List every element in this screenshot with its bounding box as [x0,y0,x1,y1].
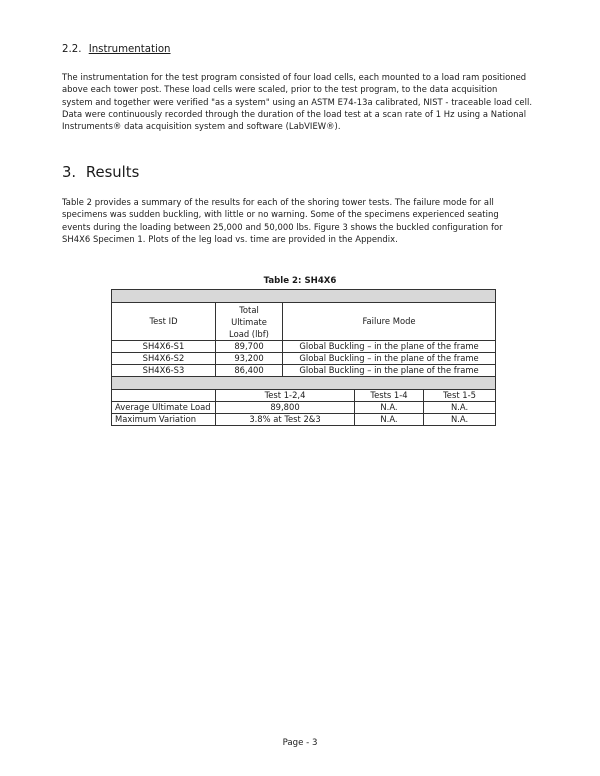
summary-header: Test 1-5 [424,390,496,402]
table-row [112,341,496,353]
page-number: Page - 3 [282,738,318,748]
table-caption: Table 2: SH4X6 [263,276,337,286]
summary-row [112,402,496,414]
table-shaded-row [112,290,496,303]
cell-failure-mode: Global Buckling – in the plane of the frame [283,365,496,377]
header-load-line: Ultimate [231,316,267,327]
summary-value: N.A. [424,402,496,414]
paragraph-line: Data were continuously recorded through the duration of the load test at a scan rate of 1 Hz using a National [62,108,527,119]
section-number: 2.2. [62,44,82,55]
summary-header: Test 1-2,4 [216,390,355,402]
table-shaded-row [112,377,496,390]
summary-value: 3.8% at Test 2&3 [216,414,355,426]
section-number: 3. [62,164,77,181]
table-row [112,353,496,365]
instrumentation-paragraph [62,71,552,132]
section-title: Instrumentation [88,44,171,55]
summary-header: Tests 1-4 [355,390,424,402]
cell-failure-mode: Global Buckling – in the plane of the frame [283,353,496,365]
table-row [112,365,496,377]
summary-row [112,414,496,426]
summary-header-row [112,390,496,402]
results-paragraph [62,196,552,245]
paragraph-line: Table 2 provides a summary of the results for each of the shoring tower tests. The failure mode for all [62,197,494,207]
results-table [111,289,496,426]
summary-label: Average Ultimate Load [112,402,216,414]
paragraph-line: above each tower post. These load cells were scaled, prior to the test program, to the data acquisition [62,84,498,95]
header-test-id: Test ID [112,303,216,341]
section-title: Results [85,164,140,181]
summary-value: 89,800 [216,402,355,414]
paragraph-line: Instruments® data acquisition system and software (LabVIEW®). [62,121,341,132]
paragraph-line: system and together were verified "as a system" using an ASTM E74-13a calibrated, NIST - traceable load cell. [62,96,533,107]
summary-value: N.A. [355,402,424,414]
section-heading-results [62,164,139,181]
cell-load: 89,700 [216,341,283,353]
header-load-line: Total [239,304,259,315]
summary-value: N.A. [424,414,496,426]
cell-failure-mode: Global Buckling – in the plane of the frame [283,341,496,353]
paragraph-line: specimens was sudden buckling, with little or no warning. Some of the specimens experienced seating [62,209,499,220]
cell-load: 93,200 [216,353,283,365]
cell-test-id: SH4X6-S1 [112,341,216,353]
cell-test-id: SH4X6-S3 [112,365,216,377]
summary-label: Maximum Variation [112,414,216,426]
summary-value: N.A. [355,414,424,426]
paragraph-line: events during the loading between 25,000 and 50,000 lbs. Figure 3 shows the buckled configuration for [62,221,503,232]
cell-load: 86,400 [216,365,283,377]
header-failure-mode: Failure Mode [283,303,496,341]
header-total-load [216,303,283,341]
cell-test-id: SH4X6-S2 [112,353,216,365]
header-load-line: Load (lbf) [229,328,269,339]
section-heading-instrumentation [62,44,171,55]
table-header-row [112,303,496,341]
summary-corner-cell [112,390,216,402]
paragraph-line: SH4X6 Specimen 1. Plots of the leg load vs. time are provided in the Appendix. [62,233,398,244]
paragraph-line: The instrumentation for the test program consisted of four load cells, each mounted to a load ram positioned [62,72,527,82]
